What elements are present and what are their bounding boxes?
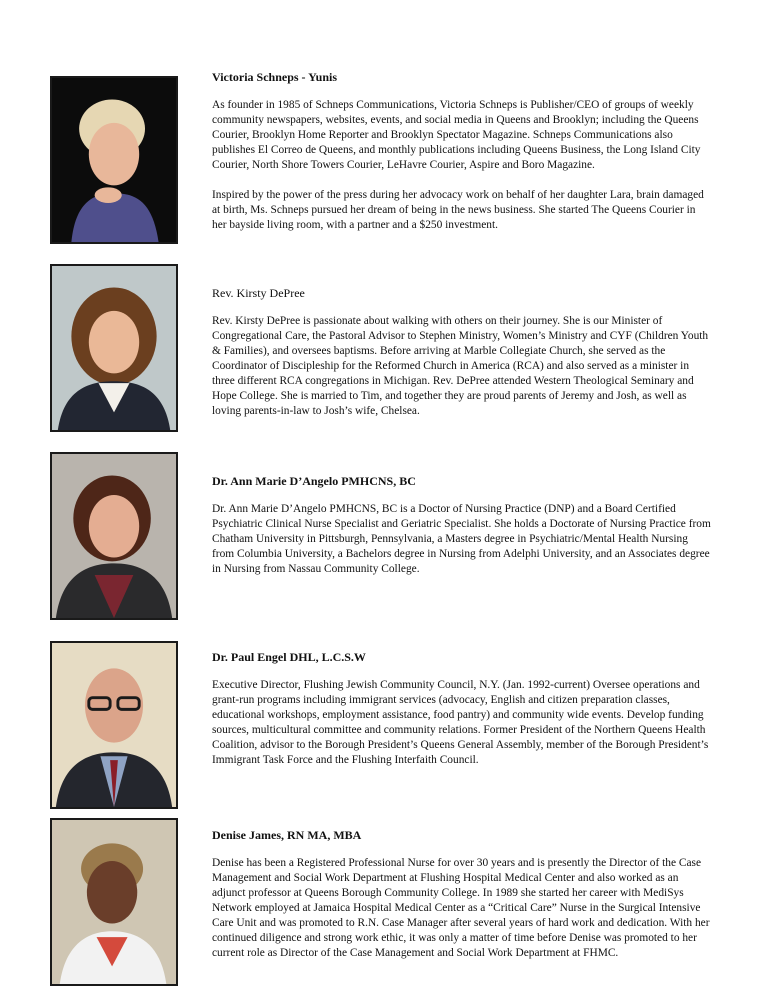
portrait-photo-ann-marie xyxy=(50,452,178,620)
profile-bio-paragraph: Denise has been a Registered Professional Nurse for over 30 years and is presently the Director of the Case Management and Social Work Department at Flushing Hospital Medical Center and also worked as an adjunct professor at Queens Borough Community College. In 1989 she started her career with MediSys Network employed at Jamaica Hospital Medical Center as a “Critical Care” Nurse in the Surgical Intensive Care Unit and was promoted to R.N. Case Manager after several years of hard work and dedication. With her continued diligence and strong work ethic, it was only a matter of time before Denise was promoted to her current role as Director of the Case Management and Social Work Department at FHMC. xyxy=(212,857,710,959)
profile-name: Denise James, RN MA, MBA xyxy=(212,828,362,842)
profile-victoria xyxy=(212,70,712,233)
profile-bio-paragraph: Dr. Ann Marie D’Angelo PMHCNS, BC is a Doctor of Nursing Practice (DNP) and a Board Certified Psychiatric Clinical Nurse Specialist and Geriatric Specialist. She holds a Doctorate of Nursing Practice from Chatham University in Pittsburgh, Pennsylvania, a Masters degree in Psychiatric/Mental Health Nursing from Columbia University, a Bachelors degree in Nursing from Adelphi University, and an Associates degree in Nursing from Nassau Community College. xyxy=(212,503,711,575)
portrait-photo-victoria xyxy=(50,76,178,244)
profile-paul xyxy=(212,650,712,768)
profile-name: Victoria Schneps - Yunis xyxy=(212,70,338,84)
profile-name: Dr. Paul Engel DHL, L.C.S.W xyxy=(212,650,366,664)
profile-bio-paragraph: Rev. Kirsty DePree is passionate about walking with others on their journey. She is our Minister of Congregational Care, the Pastoral Advisor to Stephen Ministry, Women’s Ministry and CYF (Children Youth & Families), and oversees baptisms. Before arriving at Marble Collegiate Church, she served as the Coordinator of Discipleship for the Reformed Church in America (RCA) and also served as a minister in three different RCA congregations in Michigan. Rev. DePree attended Western Theological Seminary and Hope College. She is married to Tim, and together they are proud parents of Jeremy and Josh, as well as loving parents-in-law to Josh’s wife, Chelsea. xyxy=(212,315,709,417)
profile-bio-paragraph: Executive Director, Flushing Jewish Community Council, N.Y. (Jan. 1992-current) Oversee operations and grant-run programs including immigrant services (advocacy, English and citizen preparation classes, educational workshops, employment assistance, food pantry) and community wide events. Develop funding sources, multicultural committee and community relations. Former President of the Northern Queens Health Coalition, advisor to the Borough President’s Queens General Assembly, member of the Borough President’s Immigrant Task Force and the Flushing Interfaith Council. xyxy=(212,679,709,766)
profile-name: Dr. Ann Marie D’Angelo PMHCNS, BC xyxy=(212,474,416,488)
profile-kirsty xyxy=(212,286,712,419)
portrait-photo-denise xyxy=(50,818,178,986)
profile-ann-marie xyxy=(212,474,712,577)
profile-bio-paragraph: As founder in 1985 of Schneps Communications, Victoria Schneps is Publisher/CEO of groups of weekly community newspapers, websites, events, and social media in Queens and Brooklyn; including the Queens Courier, Brooklyn Home Reporter and Brooklyn Spectator Magazine. Schneps Communications also publishes El Correo de Queens, and monthly publications including Queens Business, the Long Island City Courier, North Shore Towers Courier, LeHavre Courier, Aspire and Boro Magazine. xyxy=(212,99,701,171)
profile-name: Rev. Kirsty DePree xyxy=(212,286,305,300)
portrait-photo-paul xyxy=(50,641,178,809)
portrait-photo-kirsty xyxy=(50,264,178,432)
profile-bio-paragraph: Inspired by the power of the press during her advocacy work on behalf of her daughter Lara, brain damaged at birth, Ms. Schneps pursued her dream of being in the news business. She started The Queens Courier in her bayside living room, with a partner and a $250 investment. xyxy=(212,189,704,231)
profile-denise xyxy=(212,828,712,961)
